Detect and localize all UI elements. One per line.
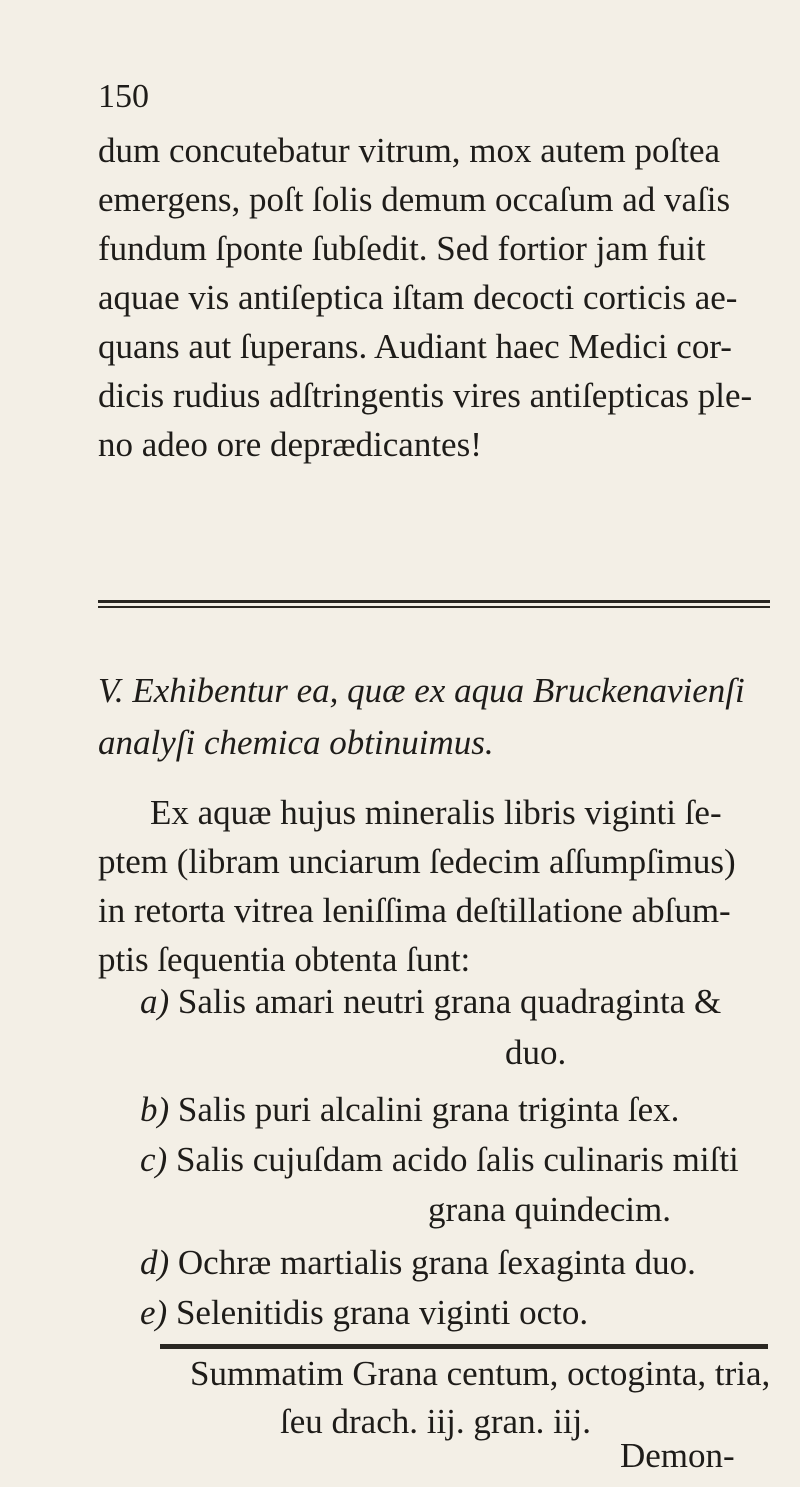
summary-line: ſeu drach. iij. gran. iij. [280, 1402, 592, 1441]
item-text: Salis puri alcalini grana triginta ſex. [177, 1090, 680, 1129]
text-line: quans aut ſuperans. Audiant haec Medici cor- [98, 327, 732, 366]
text-line: aquae vis antiſeptica iſtam decocti corticis ae- [98, 278, 738, 317]
heading-line: analyſi chemica obtinuimus. [98, 723, 494, 762]
text-line: in retorta vitrea leniſſima deſtillatione abſum- [98, 891, 731, 930]
paragraph-first-line [150, 788, 722, 837]
section-heading [98, 665, 745, 769]
text-line: fundum ſponte ſubſedit. Sed fortior jam fuit [98, 229, 706, 268]
heading-line: V. Exhibentur ea, quæ ex aqua Bruckenavienſi [98, 671, 745, 710]
list-item [140, 1243, 696, 1283]
text-line: dum concutebatur vitrum, mox autem poſtea [98, 131, 721, 170]
item-continuation: duo. [505, 1033, 567, 1072]
paragraph-body [98, 837, 736, 984]
item-text: Ochræ martialis grana ſexaginta duo. [177, 1243, 696, 1282]
text-line: dicis rudius adſtringentis vires antiſepticas ple- [98, 376, 753, 415]
item-text: Salis cujuſdam acido ſalis culinaris miſti [175, 1140, 739, 1179]
section-divider [98, 600, 770, 608]
item-continuation: grana quindecim. [428, 1190, 671, 1229]
text-line: no adeo ore deprædicantes! [98, 425, 482, 464]
item-marker: d) [140, 1243, 170, 1282]
item-marker: a) [140, 982, 170, 1021]
page-number: 150 [98, 78, 149, 115]
list-item [140, 1140, 739, 1180]
paragraph-continuation [98, 126, 752, 469]
item-text: Salis amari neutri grana quadraginta & [177, 982, 722, 1021]
text-line: emergens, poſt ſolis demum occaſum ad vaſis [98, 180, 731, 219]
list-item [140, 982, 721, 1022]
list-item [140, 1293, 588, 1333]
sum-divider [160, 1344, 768, 1349]
item-marker: c) [140, 1140, 168, 1179]
text-line: Ex aquæ hujus mineralis libris viginti ſe- [150, 793, 722, 832]
text-line: ptis ſequentia obtenta ſunt: [98, 940, 471, 979]
list-item [140, 1090, 679, 1130]
item-marker: e) [140, 1293, 168, 1332]
catchword: Demon- [620, 1436, 735, 1475]
item-text: Selenitidis grana viginti octo. [175, 1293, 589, 1332]
text-line: ptem (libram unciarum ſedecim aſſumpſimus) [98, 842, 736, 881]
item-marker: b) [140, 1090, 170, 1129]
summary-line: Summatim Grana centum, octoginta, tria, [190, 1354, 771, 1393]
